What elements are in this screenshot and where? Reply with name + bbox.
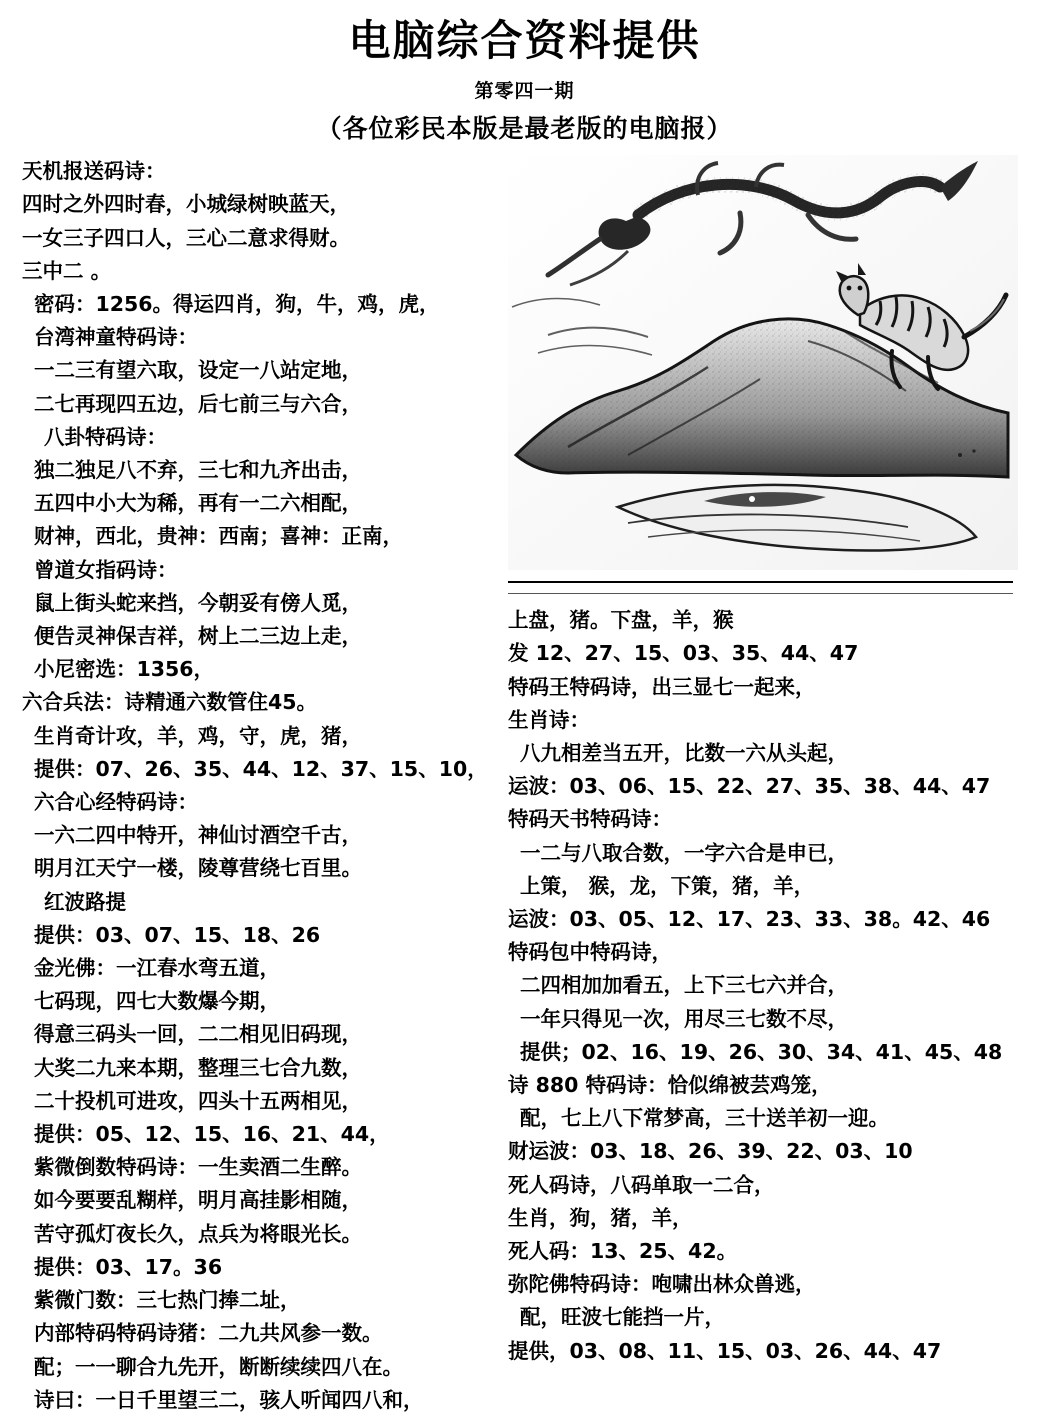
text-line: 天机报送码诗： <box>22 159 166 184</box>
text-line: 配，旺波七能挡一片， <box>520 1305 725 1330</box>
section-divider <box>508 581 1013 583</box>
text-line: 诗曰：一日千里望三二，骇人听闻四八和， <box>34 1387 424 1412</box>
text-line: 紫微倒数特码诗：一生卖酒二生醉。 <box>34 1155 362 1180</box>
text-line: 二四相加加看五，上下三七六并合， <box>520 973 848 998</box>
text-line: 六合心经特码诗： <box>34 790 198 815</box>
text-line: 台湾神童特码诗： <box>34 325 198 350</box>
text-line: 提供：07、26、35、44、12、37、15、10， <box>34 756 488 781</box>
text-line: 特码包中特码诗， <box>508 940 672 965</box>
page-header <box>0 0 1049 145</box>
text-line: 八卦特码诗： <box>44 424 167 449</box>
text-line: 四时之外四时春，小城绿树映蓝天， <box>22 192 350 217</box>
text-line: 运波：03、06、15、22、27、35、38、44、47 <box>508 774 991 799</box>
text-line: 内部特码特码诗猪：二九共风参一数。 <box>34 1321 383 1346</box>
text-line: 便告灵神保吉祥，树上二三边上走， <box>34 624 362 649</box>
text-line: 二十投机可进攻，四头十五两相见， <box>34 1088 362 1113</box>
text-line: 独二独足八不弃，三七和九齐出击， <box>34 458 362 483</box>
text-line: 生肖奇计攻，羊，鸡，守，虎，猪， <box>34 723 362 748</box>
text-line: 一女三子四口人，三心二意求得财。 <box>22 225 350 250</box>
right-column <box>508 155 1028 1368</box>
text-line: 八九相差当五开，比数一六从头起， <box>520 741 848 765</box>
page-title: 电脑综合资料提供 <box>348 16 701 65</box>
text-line: 提供；02、16、19、26、30、34、41、45、48 <box>520 1039 1003 1064</box>
text-line: 二七再现四五边，后七前三与六合， <box>34 391 362 416</box>
text-line: 运波：03、05、12、17、23、33、38。42、46 <box>508 907 991 932</box>
text-line: 密码：1256。得运四肖，狗，牛，鸡，虎， <box>34 292 440 316</box>
text-line: 紫微门数：三七热门捧二址， <box>34 1288 301 1313</box>
text-line: 特码王特码诗，出三显七一起来， <box>508 674 816 699</box>
text-line: 财神，西北，贵神：西南；喜神：正南， <box>34 524 403 549</box>
text-line: 发 12、27、15、03、35、44、47 <box>508 641 859 666</box>
text-line: 得意三码头一回，二二相见旧码现， <box>34 1022 362 1047</box>
text-line: 一二三有望六取，设定一八站定地， <box>34 358 362 383</box>
text-line: 五四中小大为稀，再有一二六相配， <box>34 491 362 516</box>
section-divider-thin <box>508 593 1013 594</box>
text-line: 明月江天宁一楼，陵尊营绕七百里。 <box>34 856 362 881</box>
text-line: 提供：03、07、15、18、26 <box>34 922 321 947</box>
text-line: 红波路提 <box>44 889 126 914</box>
text-line: 特码天书特码诗： <box>508 807 672 832</box>
text-line: 金光佛：一江春水弯五道， <box>34 956 280 981</box>
text-line: 财运波：03、18、26、39、22、03、10 <box>508 1139 913 1164</box>
text-line: 小尼密选：1356， <box>34 657 215 682</box>
text-line: 七码现，四七大数爆今期， <box>34 989 280 1014</box>
text-line: 大奖二九来本期，整理三七合九数， <box>34 1055 362 1080</box>
issue-number: 第零四一期 <box>474 80 575 103</box>
text-line: 六合兵法：诗精通六数管住45。 <box>22 690 318 715</box>
text-line: 死人码：13、25、42。 <box>508 1239 738 1264</box>
text-line: 鼠上街头蛇来挡，今朝妥有傍人觅， <box>34 590 362 615</box>
page-subtitle: （各位彩民本版是最老版的电脑报） <box>316 114 733 144</box>
text-line: 提供，03、08、11、15、03、26、44、47 <box>508 1338 942 1363</box>
text-line: 生肖诗： <box>508 707 590 732</box>
text-line: 曾道女指码诗： <box>34 557 178 582</box>
text-line: 死人码诗，八码单取一二合， <box>508 1172 775 1197</box>
text-line: 如今要要乱糊样，明月高挂影相随， <box>34 1188 362 1213</box>
text-line: 上策， 猴，龙，下策，猪，羊， <box>520 873 815 898</box>
illustration <box>508 155 1028 575</box>
text-line: 一六二四中特开，神仙讨酒空千古， <box>34 823 362 848</box>
text-line: 一二与八取合数，一字六合是申已， <box>520 840 848 865</box>
text-line: 配；一一聊合九先开，断断续续四八在。 <box>34 1354 403 1379</box>
text-line: 一年只得见一次，用尽三七数不尽， <box>520 1006 848 1031</box>
text-line: 提供：05、12、15、16、21、44， <box>34 1122 390 1147</box>
text-line: 生肖，狗，猪，羊， <box>508 1205 693 1230</box>
text-line: 诗 880 特码诗：恰似绵被芸鸡笼， <box>508 1073 832 1098</box>
left-column <box>22 155 492 1417</box>
text-line: 苦守孤灯夜长久，点兵为将眼光长。 <box>34 1221 362 1246</box>
text-line: 上盘，猪。下盘，羊，猴 <box>508 608 734 633</box>
text-line: 配，七上八下常梦高，三十送羊初一迎。 <box>520 1106 889 1131</box>
text-line: 提供：03、17。36 <box>34 1254 223 1279</box>
ink-drawing-dragon-tiger-mountain <box>508 155 1018 570</box>
text-line: 三中二 。 <box>22 258 112 283</box>
text-line: 弥陀佛特码诗：咆啸出林众兽逃， <box>508 1272 816 1297</box>
